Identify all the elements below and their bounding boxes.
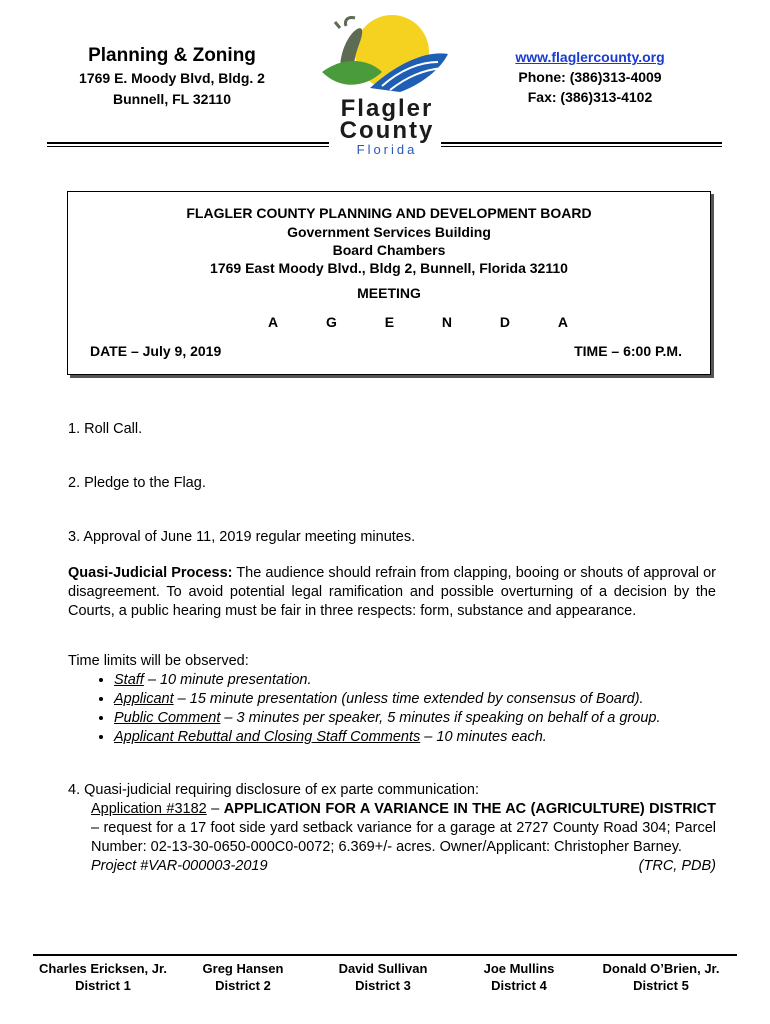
dash-separator: – (206, 801, 224, 817)
agenda-letter: G (325, 314, 337, 330)
meeting-time: TIME – 6:00 P.M. (574, 343, 682, 359)
agenda-letter: N (441, 314, 453, 330)
logo-text-county: County (339, 117, 435, 144)
contact-block (490, 47, 690, 107)
limit-label: Public Comment (114, 710, 221, 726)
item-pledge: 2. Pledge to the Flag. (68, 475, 206, 491)
time-limits-intro: Time limits will be observed: (68, 653, 249, 669)
address-line-2: Bunnell, FL 32110 (112, 91, 231, 107)
item-approval: 3. Approval of June 11, 2019 regular meeting minutes. (68, 529, 416, 545)
member-name: Donald O’Brien, Jr. (602, 961, 720, 976)
member-district: District 5 (633, 978, 689, 993)
item-4-heading: 4. Quasi-judicial requiring disclosure of ex parte communication: (68, 782, 480, 798)
limit-text: – 15 minute presentation (unless time extended by consensus of Board). (173, 691, 644, 707)
member-district: District 2 (215, 978, 271, 993)
logo-text-florida: Florida (356, 142, 418, 157)
list-item (114, 728, 660, 747)
application-title: APPLICATION FOR A VARIANCE IN THE AC (AGRICULTURE) DISTRICT (223, 801, 717, 817)
limit-text: – 10 minute presentation. (143, 672, 312, 688)
fax-number: Fax: (386)313-4102 (527, 89, 653, 105)
room-name: Board Chambers (332, 242, 446, 258)
meeting-type: MEETING (357, 285, 421, 301)
agenda-letter: A (557, 314, 568, 330)
board-name: FLAGLER COUNTY PLANNING AND DEVELOPMENT BOARD (186, 205, 592, 221)
item-4-application (68, 781, 716, 876)
header-divider-left (47, 142, 329, 149)
list-item (114, 671, 660, 690)
application-details: – request for a 17 foot side yard setback variance for a garage at 2727 County Road 304; Parcel Number: 02-13-30-0650-000C0-0072; 6.369+/- acres. Owner/Applicant: Christopher Barney. (91, 820, 716, 855)
member-name: Joe Mullins (483, 961, 555, 976)
department-block (52, 44, 292, 110)
member-district: District 4 (491, 978, 547, 993)
quasi-judicial-paragraph (68, 564, 716, 621)
review-bodies: (TRC, PDB) (638, 858, 716, 874)
member-district: District 1 (75, 978, 131, 993)
quasi-judicial-label: Quasi-Judicial Process: (68, 565, 233, 581)
member-district-3 (313, 960, 453, 994)
phone-number: Phone: (386)313-4009 (518, 69, 662, 85)
item-roll-call: 1. Roll Call. (68, 421, 143, 437)
address-line-1: 1769 E. Moody Blvd, Bldg. 2 (79, 70, 265, 86)
board-members (33, 960, 737, 994)
application-description (68, 800, 716, 857)
department-name: Planning & Zoning (88, 45, 256, 66)
time-limits (68, 652, 660, 747)
limit-text: – 10 minutes each. (420, 729, 547, 745)
project-number: Project #VAR-000003-2019 (91, 858, 268, 874)
member-district-1 (33, 960, 173, 994)
member-district-4 (453, 960, 585, 994)
member-name: David Sullivan (338, 961, 428, 976)
member-name: Charles Ericksen, Jr. (39, 961, 167, 976)
agenda-heading (268, 314, 568, 330)
agenda-letter: A (268, 314, 279, 330)
member-district-5 (585, 960, 737, 994)
member-name: Greg Hansen (202, 961, 284, 976)
flagler-county-logo (300, 10, 475, 158)
meeting-address: 1769 East Moody Blvd., Bldg 2, Bunnell, Florida 32110 (210, 260, 568, 276)
website-link[interactable]: www.flaglercounty.org (515, 49, 665, 65)
footer-divider (33, 954, 737, 956)
logo-text-flagler: Flagler (340, 95, 434, 122)
meeting-date: DATE – July 9, 2019 (90, 343, 222, 359)
list-item (114, 709, 660, 728)
member-district: District 3 (355, 978, 411, 993)
time-limits-list (68, 671, 660, 747)
quasi-judicial-text: The audience should refrain from clapping, booing or shouts of approval or disagreement. To avoid potential legal ramification and possible overturning of a decision by the Courts, a public hearing must be fair in three respects: form, substance and appearance. (68, 565, 716, 619)
limit-text: – 3 minutes per speaker, 5 minutes if speaking on behalf of a group. (220, 710, 661, 726)
application-link[interactable]: Application #3182 (91, 801, 207, 817)
list-item (114, 690, 660, 709)
meeting-info-box (67, 191, 711, 375)
limit-label: Staff (114, 672, 144, 688)
agenda-letter: D (499, 314, 510, 330)
limit-label: Applicant Rebuttal and Closing Staff Comments (114, 729, 421, 745)
limit-label: Applicant (114, 691, 174, 707)
building-name: Government Services Building (287, 224, 491, 240)
header-divider-right (441, 142, 722, 149)
member-district-2 (173, 960, 313, 994)
agenda-letter: E (384, 314, 395, 330)
project-line (68, 857, 716, 876)
